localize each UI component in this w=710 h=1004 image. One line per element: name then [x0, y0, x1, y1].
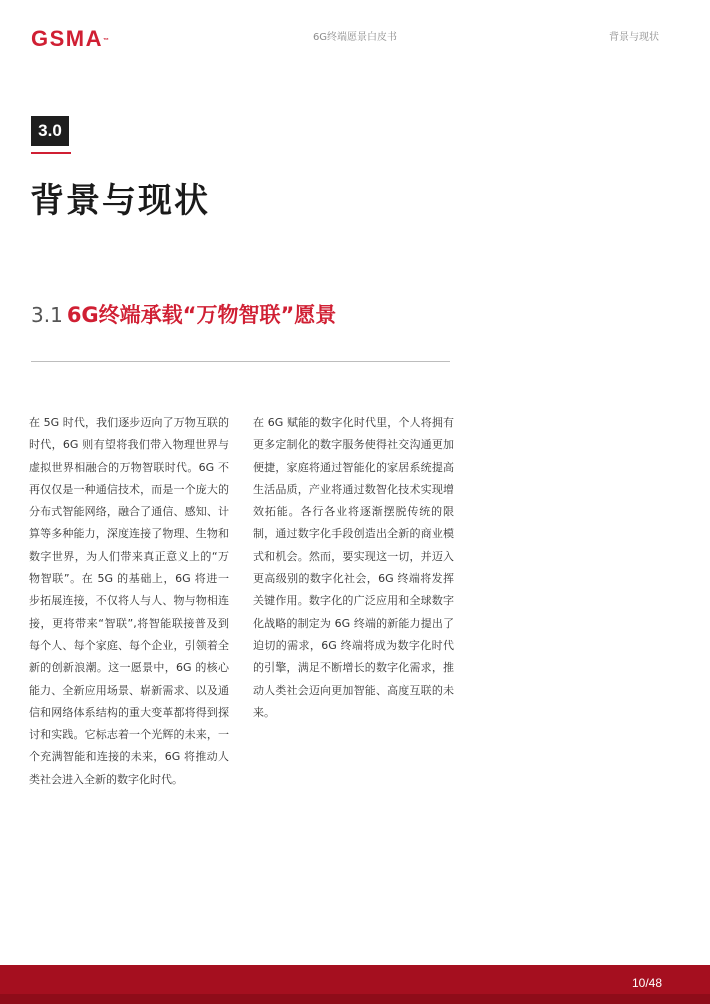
subsection-title: 6G终端承载“万物智联”愿景 [66, 303, 337, 327]
chapter-number-badge: 3.0 [31, 116, 69, 146]
logo-text: GSMA [31, 26, 103, 51]
section-divider [31, 361, 450, 362]
chapter-title: 背景与现状 [30, 181, 210, 221]
subsection-heading [31, 300, 336, 332]
footer-bottom-band [0, 994, 710, 1004]
logo-trademark: ™ [103, 38, 109, 44]
page-number: 10/48 [631, 976, 662, 990]
body-right-column: 在 6G 赋能的数字化时代里，个人将拥有更多定制化的数字服务使得社交沟通更加便捷，家庭将通过智能化的家居系统提高生活品质，产业将通过数智化技术实现增效拓能。各行各业将逐渐摆脱传统的限制，通过数字化手段创造出全新的商业模式和机会。然而，要实现这一切，并迈入更高级别的数字化社会，6G 终端将发挥关键作用。数字化的广泛应用和全球数字化战略的制定为 6G 终端的新能力提出了迫切的需求，6G 终端将成为数字化时代的引擎，满足不断增长的数字化需求，推动人类社会迈向更加智能、高度互联的未来。 [253, 416, 454, 719]
chapter-underline [31, 152, 71, 154]
document-title: 6G终端愿景白皮书 [312, 32, 398, 43]
subsection-number: 3.1 [31, 303, 63, 327]
body-left-column: 在 5G 时代，我们逐步迈向了万物互联的时代，6G 则有望将我们带入物理世界与虚拟世界相融合的万物智联时代。6G 不再仅仅是一种通信技术，而是一个庞大的分布式智能网络，融合了通信、感知、计算等多种能力，深度连接了物理、生物和数字世界，为人们带来真正意义上的“万物智联”。在 5G 的基础上，6G 将进一步拓展连接，不仅将人与人、物与物相连接，更将带来“智联”,将智能联接普及到每个人、每个家庭、每个企业，引领着全新的创新浪潮。这一愿景中，6G 的核心能力、全新应用场景、崭新需求、以及通信和网络体系结构的重大变革都将得到探讨和实践。它标志着一个光辉的未来，一个充满智能和连接的未来，6G 将推动人类社会进入全新的数字化时代。 [29, 416, 229, 786]
running-section-header: 背景与现状 [609, 32, 659, 43]
